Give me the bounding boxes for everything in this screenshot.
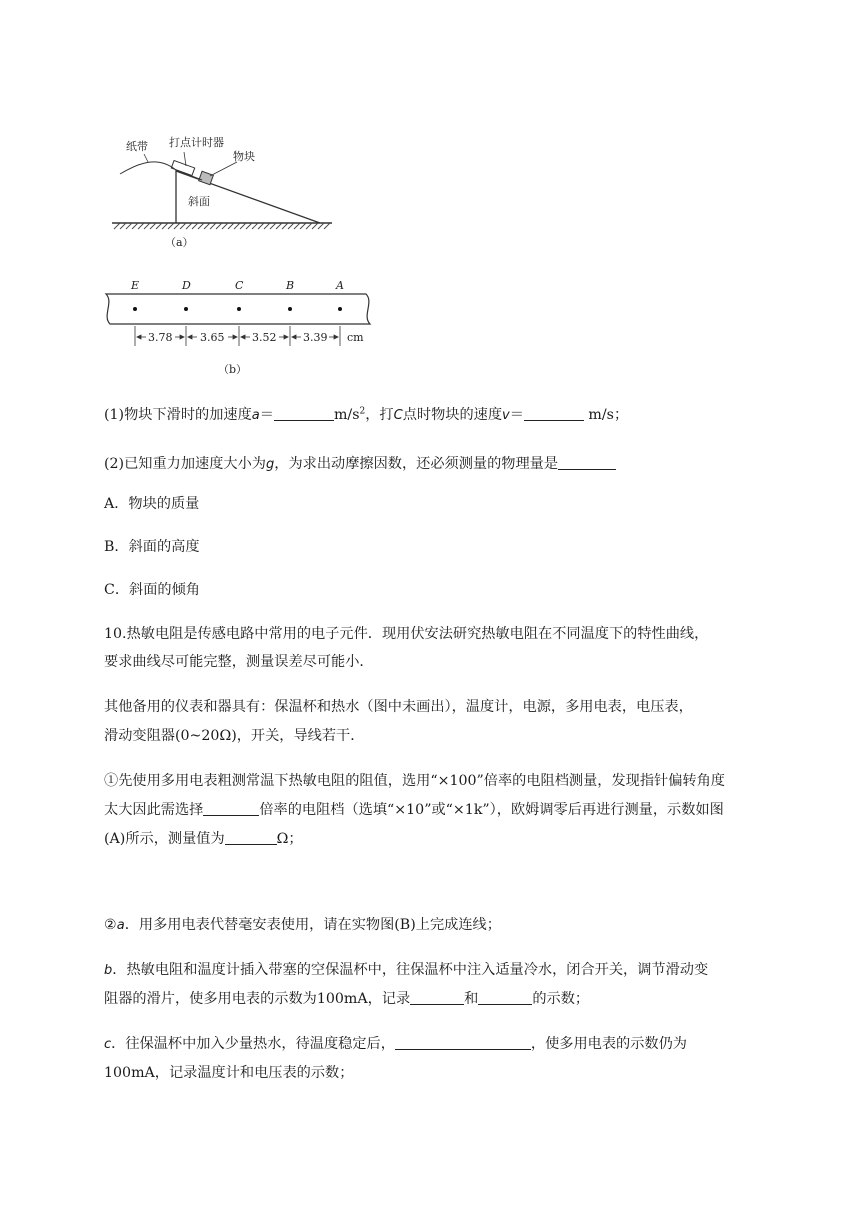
distance-CB: 3.52: [252, 331, 277, 344]
dot-E: [133, 307, 137, 311]
distance-BA: 3.39: [303, 331, 328, 344]
label-slope: 斜面: [188, 195, 210, 208]
distance-DC: 3.65: [200, 331, 225, 344]
q10-step1-line1: ①先使用多用电表粗测常温下热敏电阻的阻值，选用“×100”倍率的电阻档测量，发现指针偏转角度: [104, 773, 725, 789]
dot-A: [338, 307, 342, 311]
point-label-E: E: [131, 279, 140, 292]
q10-equip-line1: 其他备用的仪表和器具有：保温杯和热水（图中未画出），温度计，电源，多用电表，电压表，: [104, 699, 693, 715]
dot-C: [237, 307, 241, 311]
answer-blank-velocity[interactable]: [524, 405, 584, 421]
q9-part2: (2)已知重力加速度大小为g，为求出动摩擦因数，还必须测量的物理量是: [104, 454, 616, 475]
figure-a-incline: [100, 130, 340, 260]
answer-blank-acceleration[interactable]: [274, 405, 334, 421]
answer-blank-resistance[interactable]: [225, 829, 277, 845]
answer-blank-multiplier[interactable]: [203, 800, 259, 816]
q9-option-a: A．物块的质量: [104, 496, 200, 512]
ground-hatch: [114, 223, 330, 229]
label-timer: 打点计时器: [169, 136, 224, 149]
q10-step2c-line1: c．往保温杯中加入少量热水，待温度稳定后， ，使多用电表的示数仍为: [104, 1036, 687, 1052]
figure-b-tape: [100, 274, 380, 384]
q9-part1: (1)物块下滑时的加速度$a= m/s^2$，打C点时物块的速度v＝ m/s；: [104, 406, 629, 423]
answer-blank-quantity[interactable]: [558, 454, 616, 470]
dot-D: [184, 307, 188, 311]
answer-blank-record2[interactable]: [478, 989, 532, 1005]
caption-a: （a）: [165, 236, 194, 249]
q10-step2a: ②a．用多用电表代替毫安表使用，请在实物图(B)上完成连线；: [104, 917, 501, 933]
q10-intro-line2: 要求曲线尽可能完整，测量误差尽可能小．: [104, 654, 374, 670]
label-block: 物块: [233, 150, 255, 163]
q10-step2b-line1: b．热敏电阻和温度计插入带塞的空保温杯中，往保温杯中注入适量冷水，闭合开关，调节滑动变: [104, 962, 709, 978]
point-label-B: B: [286, 279, 295, 292]
q10-step2c-line2: 100mA，记录温度计和电压表的示数；: [104, 1065, 354, 1081]
block-rect: [199, 171, 214, 185]
q10-step2b-line2: 阻器的滑片，使多用电表的示数为100mA，记录 和 的示数；: [104, 991, 590, 1007]
point-label-A: A: [336, 279, 344, 292]
q10-intro-line1: 10.热敏电阻是传感电路中常用的电子元件．现用伏安法研究热敏电阻在不同温度下的特性曲线，: [104, 626, 709, 642]
answer-blank-record1[interactable]: [410, 989, 464, 1005]
distance-ED: 3.78: [148, 331, 173, 344]
q9-option-b: B．斜面的高度: [104, 539, 200, 555]
q10-step1-line3: (A)所示，测量值为 Ω；: [104, 831, 303, 847]
q10-step1-line2: 太大因此需选择 倍率的电阻档（选填“×10”或“×1k”），欧姆调零后再进行测量，示数如图: [104, 802, 724, 818]
q9-option-c: C．斜面的倾角: [104, 582, 200, 598]
point-label-C: C: [235, 279, 244, 292]
label-paper-tape: 纸带: [126, 140, 148, 153]
dot-B: [288, 307, 292, 311]
q10-equip-line2: 滑动变阻器(0~20Ω)，开关，导线若干．: [104, 728, 365, 744]
answer-blank-operation[interactable]: [395, 1034, 531, 1050]
caption-b: （b）: [218, 363, 248, 376]
distance-unit: cm: [347, 331, 364, 344]
point-label-D: D: [182, 279, 191, 292]
